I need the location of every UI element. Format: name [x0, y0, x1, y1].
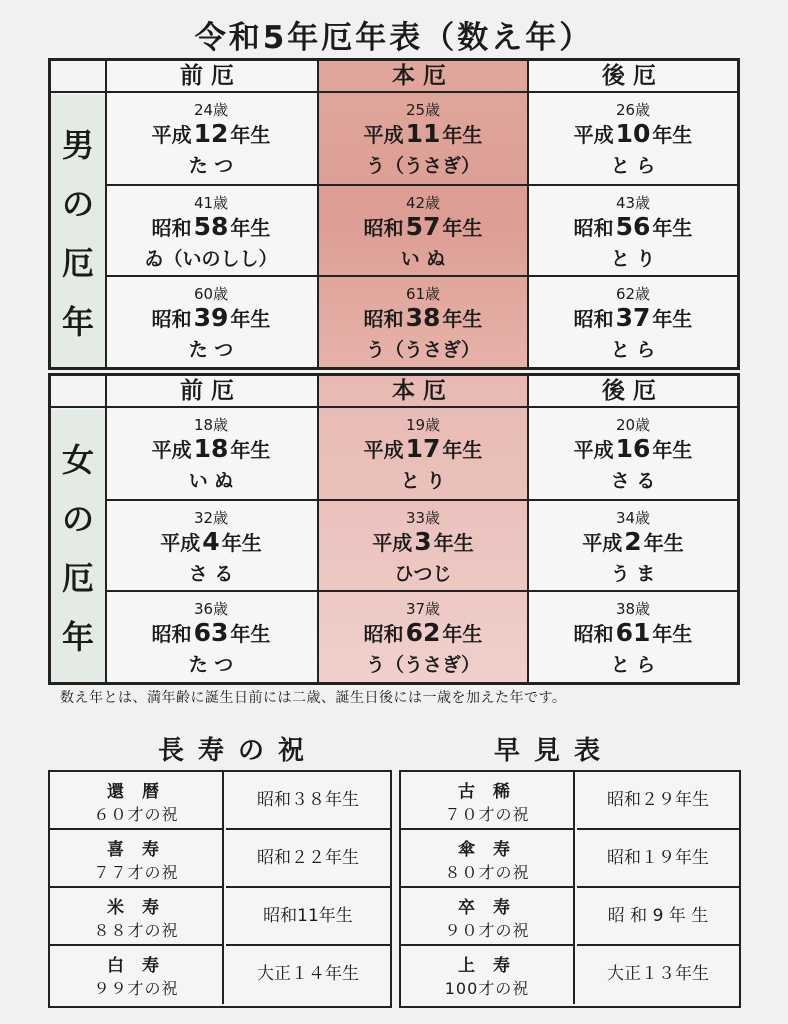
celebration-year: 大正１３年生 [607, 964, 709, 984]
label-char: 女 [61, 440, 94, 479]
age: 38歳 [615, 600, 651, 618]
age: 26歳 [615, 101, 651, 119]
zodiac: た つ [188, 654, 234, 676]
zodiac: い ぬ [188, 470, 234, 492]
label-char: 年 [61, 617, 94, 656]
table-row [401, 772, 739, 830]
footnote: 数え年とは、満年齢に誕生日前には二歳、誕生日後には一歳を加えた年です。 [60, 690, 567, 706]
celebration-name: 還 暦 ６０才の祝 [50, 772, 224, 830]
zodiac: う（うさぎ） [365, 654, 480, 676]
celebration-name: 喜 寿 ７７才の祝 [50, 830, 224, 888]
birth-year: 平成18 年生 [151, 434, 271, 463]
female-label [51, 410, 105, 682]
birth-year: 昭和56 年生 [573, 212, 693, 241]
column-header: 後厄 [529, 376, 737, 408]
label-char: の [61, 499, 94, 538]
table-cell [529, 590, 737, 681]
celebration-name: 白 寿 ９９才の祝 [50, 946, 224, 1004]
column-header: 本厄 [319, 61, 527, 93]
zodiac: と り [400, 470, 446, 492]
birth-year: 昭和38 年生 [363, 303, 483, 332]
birth-year: 平成2 年生 [582, 527, 684, 556]
table-cell [105, 408, 317, 499]
zodiac: た つ [188, 155, 234, 177]
age: 24歳 [193, 101, 229, 119]
age: 41歳 [193, 194, 229, 212]
birth-year: 平成10 年生 [573, 119, 693, 148]
column-header: 前厄 [105, 376, 317, 408]
table-cell [529, 499, 737, 590]
female-side-label [51, 376, 107, 682]
column-honyaku [319, 376, 529, 682]
table-cell [105, 275, 317, 366]
age: 33歳 [405, 509, 441, 527]
label-char: 厄 [61, 243, 94, 282]
table-cell [105, 590, 317, 681]
birth-year: 昭和57 年生 [363, 212, 483, 241]
label-char: 男 [61, 125, 94, 164]
label-char: 年 [61, 302, 94, 341]
zodiac: と ら [610, 339, 656, 361]
table-row [50, 772, 390, 830]
table-row [401, 830, 739, 888]
celebration-name: 古 稀 ７０才の祝 [401, 772, 575, 830]
table-row [50, 946, 390, 1004]
column-atoyaku [529, 61, 737, 367]
zodiac: さ る [610, 470, 656, 492]
birth-year: 昭和61 年生 [573, 618, 693, 647]
zodiac: う ま [610, 563, 656, 585]
birth-year: 平成16 年生 [573, 434, 693, 463]
table-cell [105, 93, 317, 184]
celebration-year: 昭和11年生 [226, 888, 390, 946]
birth-year: 昭和58 年生 [151, 212, 271, 241]
zodiac: と り [610, 248, 656, 270]
age: 42歳 [405, 194, 441, 212]
column-honyaku [319, 61, 529, 367]
table-cell [529, 93, 737, 184]
table-corner [51, 376, 105, 408]
label-char: 厄 [61, 558, 94, 597]
age: 32歳 [193, 509, 229, 527]
zodiac: た つ [188, 339, 234, 361]
zodiac: ひつじ [394, 563, 452, 585]
age: 18歳 [193, 416, 229, 434]
celebration-year: 昭和１９年生 [577, 830, 739, 888]
column-atoyaku [529, 376, 737, 682]
table-cell [105, 499, 317, 590]
birth-year: 平成11 年生 [363, 119, 483, 148]
birth-year: 昭和39 年生 [151, 303, 271, 332]
female-yakudoshi-table [48, 373, 740, 685]
celebration-year: 昭 和 9 年 生 [577, 888, 739, 946]
age: 34歳 [615, 509, 651, 527]
table-cell [529, 408, 737, 499]
column-header: 後厄 [529, 61, 737, 93]
celebration-year: 昭和２２年生 [226, 830, 390, 888]
age: 37歳 [405, 600, 441, 618]
table-row [50, 888, 390, 946]
table-corner [51, 61, 105, 93]
age: 20歳 [615, 416, 651, 434]
zodiac: さ る [188, 563, 234, 585]
male-side-label [51, 61, 107, 367]
celebration-table-right [399, 770, 741, 1008]
table-cell [319, 184, 527, 275]
age: 25歳 [405, 101, 441, 119]
celebration-name: 米 寿 ８８才の祝 [50, 888, 224, 946]
birth-year: 平成4 年生 [160, 527, 262, 556]
celebration-year: 昭和３８年生 [226, 772, 390, 830]
column-maeyaku [105, 376, 319, 682]
column-header: 前厄 [105, 61, 317, 93]
zodiac: と ら [610, 155, 656, 177]
male-yakudoshi-table [48, 58, 740, 370]
celebration-table-left [48, 770, 392, 1008]
table-cell [319, 93, 527, 184]
age: 36歳 [193, 600, 229, 618]
column-maeyaku [105, 61, 319, 367]
zodiac: う（うさぎ） [365, 339, 480, 361]
table-cell [319, 590, 527, 681]
zodiac: う（うさぎ） [365, 155, 480, 177]
label-char: の [61, 184, 94, 223]
male-label [51, 95, 105, 367]
table-cell [319, 499, 527, 590]
age: 19歳 [405, 416, 441, 434]
birth-year: 昭和62 年生 [363, 618, 483, 647]
table-row [50, 830, 390, 888]
celebration-name: 卒 寿 ９０才の祝 [401, 888, 575, 946]
celebration-year: 大正１４年生 [257, 964, 359, 984]
birth-year: 平成12 年生 [151, 119, 271, 148]
table-cell [529, 184, 737, 275]
celebration-name: 上 寿 100才の祝 [401, 946, 575, 1004]
column-header: 本厄 [319, 376, 527, 408]
table-cell [319, 408, 527, 499]
age: 62歳 [615, 285, 651, 303]
table-row [401, 888, 739, 946]
celebration-title-left: 長寿の祝 [158, 736, 319, 766]
celebration-name: 傘 寿 ８０才の祝 [401, 830, 575, 888]
table-row [401, 946, 739, 1004]
age: 43歳 [615, 194, 651, 212]
birth-year: 平成3 年生 [372, 527, 474, 556]
page-title: 令和5年厄年表（数え年） [194, 20, 594, 56]
table-cell [105, 184, 317, 275]
age: 60歳 [193, 285, 229, 303]
table-cell [529, 275, 737, 366]
zodiac: と ら [610, 654, 656, 676]
celebration-title-right: 早見表 [494, 736, 615, 766]
birth-year: 昭和37 年生 [573, 303, 693, 332]
birth-year: 昭和63 年生 [151, 618, 271, 647]
zodiac: ゐ（いのしし） [144, 248, 278, 270]
birth-year: 平成17 年生 [363, 434, 483, 463]
table-cell [319, 275, 527, 366]
zodiac: い ぬ [400, 248, 446, 270]
age: 61歳 [405, 285, 441, 303]
celebration-year: 昭和２９年生 [577, 772, 739, 830]
